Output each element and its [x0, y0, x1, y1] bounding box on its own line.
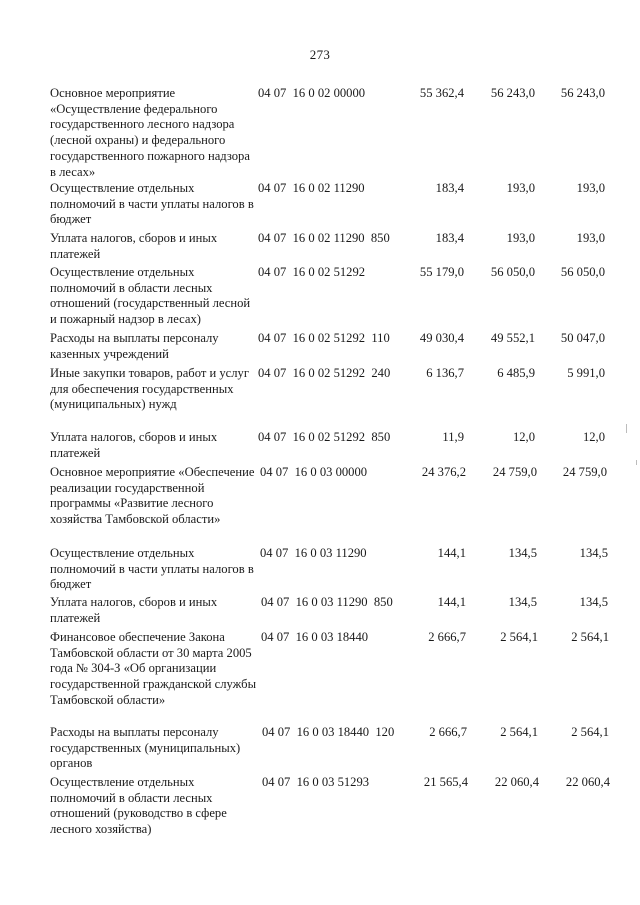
row-value-2020: 55 362,4 — [419, 86, 464, 100]
table-row — [0, 595, 640, 630]
row-value-2021: 193,0 — [506, 181, 535, 195]
row-code: 04 07 16 0 03 18440 120 — [262, 725, 395, 739]
row-value-2021: 193,0 — [506, 231, 535, 245]
row-name: Основное мероприятие «Обеспечение реализации государственной программы «Развитие лесного хозяйства Тамбовской области» — [50, 465, 255, 527]
row-value-2022: 5 991,0 — [567, 366, 605, 380]
table-row — [0, 430, 640, 465]
row-value-2020: 183,4 — [435, 231, 464, 245]
row-code: 04 07 16 0 02 11290 850 — [258, 231, 390, 245]
row-code: 04 07 16 0 02 51292 240 — [258, 366, 391, 380]
row-code: 04 07 16 0 02 51292 110 — [258, 331, 390, 345]
row-name: Расходы на выплаты персоналу государственных (муниципальных) органов — [50, 725, 241, 771]
row-value-2020: 24 376,2 — [421, 465, 466, 479]
row-name: Уплата налогов, сборов и иных платежей — [50, 430, 218, 460]
row-code: 04 07 16 0 02 51292 — [258, 265, 366, 279]
row-value-2022: 50 047,0 — [560, 331, 605, 345]
row-name: Основное мероприятие «Осуществление федерального государственного лесного надзора (лесной охраны) и федерального государственного пожарного надзора в лесах» — [50, 86, 250, 179]
row-value-2021: 134,5 — [508, 595, 537, 609]
row-name: Уплата налогов, сборов и иных платежей — [50, 595, 218, 625]
row-value-2021: 56 050,0 — [490, 265, 535, 279]
row-value-2020: 6 136,7 — [426, 366, 464, 380]
row-value-2022: 24 759,0 — [562, 465, 607, 479]
table-row — [0, 231, 640, 265]
row-name: Финансовое обеспечение Закона Тамбовской области от 30 марта 2005 года № 304-З «Об организации государственной гражданской службы Тамбовской области» — [50, 630, 257, 707]
row-value-2021: 22 060,4 — [494, 775, 539, 789]
row-name: Осуществление отдельных полномочий в части уплаты налогов в бюджет — [50, 546, 254, 592]
row-value-2021: 2 564,1 — [500, 725, 538, 739]
row-value-2022: 56 050,0 — [560, 265, 605, 279]
row-value-2022: 2 564,1 — [571, 725, 609, 739]
table-row — [0, 86, 640, 181]
row-code: 04 07 16 0 03 11290 850 — [261, 595, 393, 609]
row-value-2022: 2 564,1 — [571, 630, 609, 644]
row-code: 04 07 16 0 02 11290 — [258, 181, 365, 195]
row-value-2022: 134,5 — [579, 546, 608, 560]
table-row — [0, 546, 640, 595]
row-name: Уплата налогов, сборов и иных платежей — [50, 231, 218, 261]
row-value-2021: 6 485,9 — [497, 366, 535, 380]
table-row — [0, 775, 640, 840]
table-row — [0, 630, 640, 725]
row-code: 04 07 16 0 02 51292 850 — [258, 430, 391, 444]
row-value-2020: 183,4 — [435, 181, 464, 195]
row-value-2021: 56 243,0 — [490, 86, 535, 100]
row-code: 04 07 16 0 03 11290 — [260, 546, 367, 560]
table-row — [0, 465, 640, 546]
table-row — [0, 265, 640, 331]
row-value-2020: 11,9 — [442, 430, 464, 444]
row-name: Иные закупки товаров, работ и услуг для обеспечения государственных (муниципальных) нужд — [50, 366, 250, 412]
row-name: Расходы на выплаты персоналу казенных учреждений — [50, 331, 219, 361]
row-name: Осуществление отдельных полномочий в области лесных отношений (государственный лесной и пожарный надзор в лесах) — [50, 265, 251, 327]
scan-mark — [636, 460, 637, 465]
page-number: 273 — [309, 47, 331, 62]
row-code: 04 07 16 0 03 18440 — [261, 630, 369, 644]
row-value-2021: 12,0 — [512, 430, 535, 444]
row-value-2021: 24 759,0 — [492, 465, 537, 479]
row-value-2022: 193,0 — [576, 181, 605, 195]
row-value-2022: 56 243,0 — [560, 86, 605, 100]
table-row — [0, 331, 640, 366]
row-value-2020: 2 666,7 — [428, 630, 466, 644]
row-code: 04 07 16 0 03 00000 — [260, 465, 368, 479]
scan-mark — [626, 424, 627, 433]
row-name: Осуществление отдельных полномочий в области лесных отношений (руководство в сфере лесного хозяйства) — [50, 775, 227, 837]
row-name: Осуществление отдельных полномочий в части уплаты налогов в бюджет — [50, 181, 254, 227]
row-code: 04 07 16 0 03 51293 — [262, 775, 370, 789]
row-value-2022: 193,0 — [576, 231, 605, 245]
row-value-2020: 2 666,7 — [429, 725, 467, 739]
row-value-2022: 134,5 — [579, 595, 608, 609]
row-value-2021: 134,5 — [508, 546, 537, 560]
row-value-2020: 21 565,4 — [423, 775, 468, 789]
row-code: 04 07 16 0 02 00000 — [258, 86, 366, 100]
row-value-2021: 2 564,1 — [500, 630, 538, 644]
table-row — [0, 366, 640, 430]
row-value-2020: 144,1 — [437, 546, 466, 560]
row-value-2021: 49 552,1 — [490, 331, 535, 345]
table-row — [0, 181, 640, 231]
table-row — [0, 725, 640, 775]
row-value-2020: 55 179,0 — [419, 265, 464, 279]
row-value-2022: 12,0 — [582, 430, 605, 444]
row-value-2020: 144,1 — [437, 595, 466, 609]
row-value-2020: 49 030,4 — [419, 331, 464, 345]
row-value-2022: 22 060,4 — [565, 775, 610, 789]
